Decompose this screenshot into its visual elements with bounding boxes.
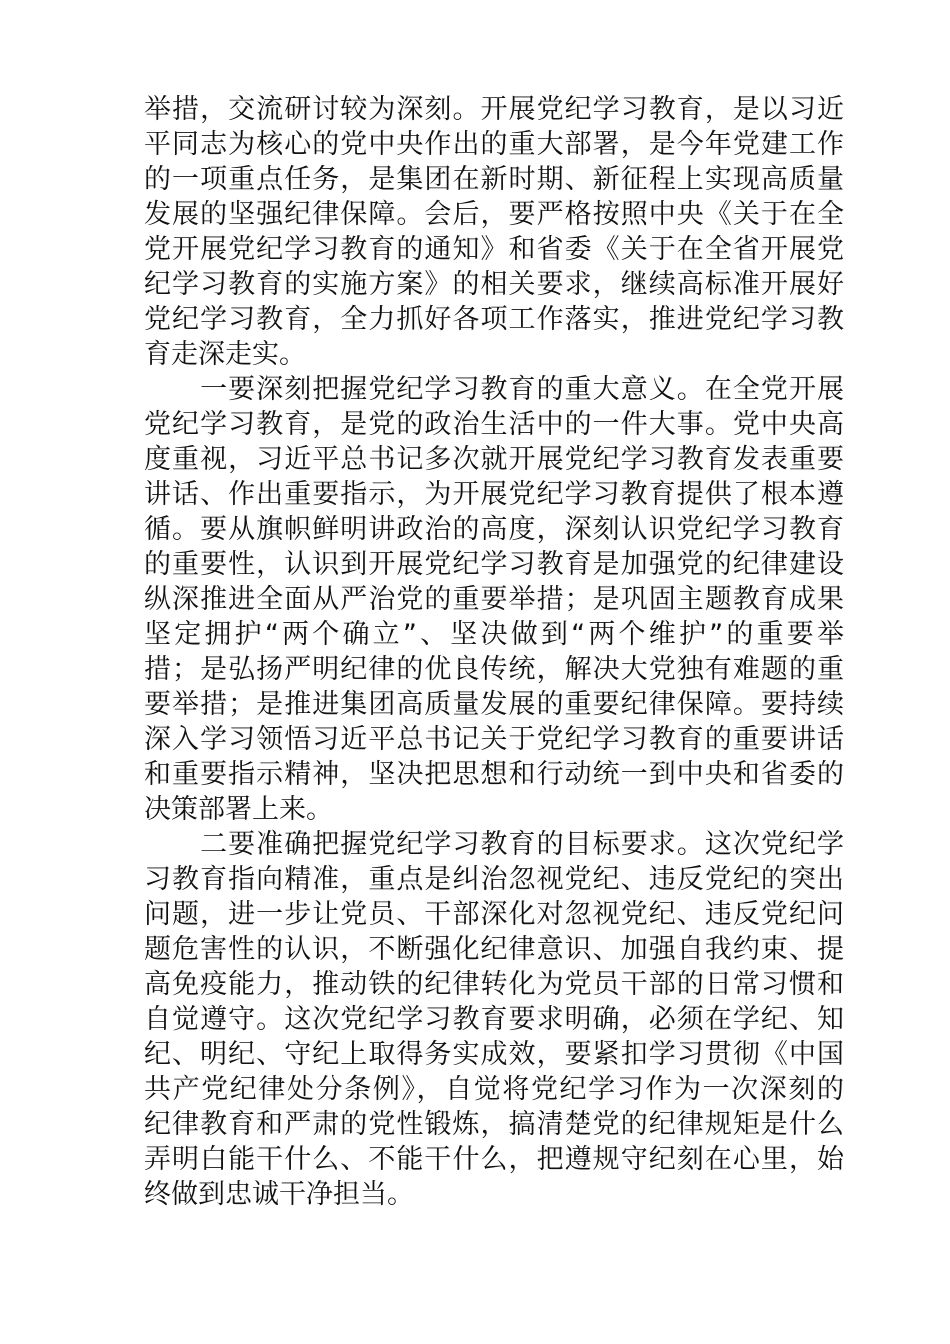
- text-line: 共产党纪律处分条例》，自觉将党纪学习作为一次深刻的: [144, 1074, 844, 1105]
- text-line: 党纪学习教育，是党的政治生活中的一件大事。党中央高: [144, 409, 844, 440]
- text-line: 育走深走实。: [144, 339, 306, 370]
- text-line: 问题，进一步让党员、干部深化对忽视党纪、违反党纪问: [144, 899, 844, 930]
- text-line: 党纪学习教育，全力抓好各项工作落实，推进党纪学习教: [144, 304, 844, 335]
- text-line: 循。要从旗帜鲜明讲政治的高度，深刻认识党纪学习教育: [144, 514, 844, 545]
- text-line: 纵深推进全面从严治党的重要举措；是巩固主题教育成果: [144, 584, 844, 615]
- text-line: 发展的坚强纪律保障。会后，要严格按照中央《关于在全: [144, 199, 844, 230]
- text-line: 弄明白能干什么、不能干什么，把遵规守纪刻在心里，始: [144, 1144, 844, 1175]
- text-line: 的重要性，认识到开展党纪学习教育是加强党的纪律建设: [144, 549, 844, 580]
- text-line: 举措，交流研讨较为深刻。开展党纪学习教育，是以习近: [144, 94, 844, 125]
- text-line: 一要深刻把握党纪学习教育的重大意义。在全党开展: [144, 374, 844, 405]
- text-line: 纪、明纪、守纪上取得务实成效，要紧扣学习贯彻《中国: [144, 1039, 844, 1070]
- text-line: 习教育指向精准，重点是纠治忽视党纪、违反党纪的突出: [144, 864, 844, 895]
- text-line: 深入学习领悟习近平总书记关于党纪学习教育的重要讲话: [144, 724, 844, 755]
- body-text: [144, 92, 844, 1212]
- text-line: 决策部署上来。: [144, 794, 333, 825]
- text-line: 高免疫能力，推动铁的纪律转化为党员干部的日常习惯和: [144, 969, 844, 1000]
- text-line: 度重视，习近平总书记多次就开展党纪学习教育发表重要: [144, 444, 844, 475]
- text-line: 措；是弘扬严明纪律的优良传统，解决大党独有难题的重: [144, 654, 844, 685]
- text-line: 坚定拥护“两个确立”、坚决做到“两个维护”的重要举: [144, 619, 844, 650]
- text-line: 自觉遵守。这次党纪学习教育要求明确，必须在学纪、知: [144, 1004, 844, 1035]
- text-line: 要举措；是推进集团高质量发展的重要纪律保障。要持续: [144, 689, 844, 720]
- text-line: 讲话、作出重要指示，为开展党纪学习教育提供了根本遵: [144, 479, 844, 510]
- text-line: 题危害性的认识，不断强化纪律意识、加强自我约束、提: [144, 934, 844, 965]
- text-line: 平同志为核心的党中央作出的重大部署，是今年党建工作: [144, 129, 844, 160]
- text-line: 终做到忠诚干净担当。: [144, 1179, 414, 1210]
- text-line: 的一项重点任务，是集团在新时期、新征程上实现高质量: [144, 164, 844, 195]
- text-line: 纪学习教育的实施方案》的相关要求，继续高标准开展好: [144, 269, 844, 300]
- text-line: 和重要指示精神，坚决把思想和行动统一到中央和省委的: [144, 759, 844, 790]
- text-line: 二要准确把握党纪学习教育的目标要求。这次党纪学: [144, 829, 844, 860]
- text-line: 党开展党纪学习教育的通知》和省委《关于在全省开展党: [144, 234, 844, 265]
- text-line: 纪律教育和严肃的党性锻炼，搞清楚党的纪律规矩是什么: [144, 1109, 844, 1140]
